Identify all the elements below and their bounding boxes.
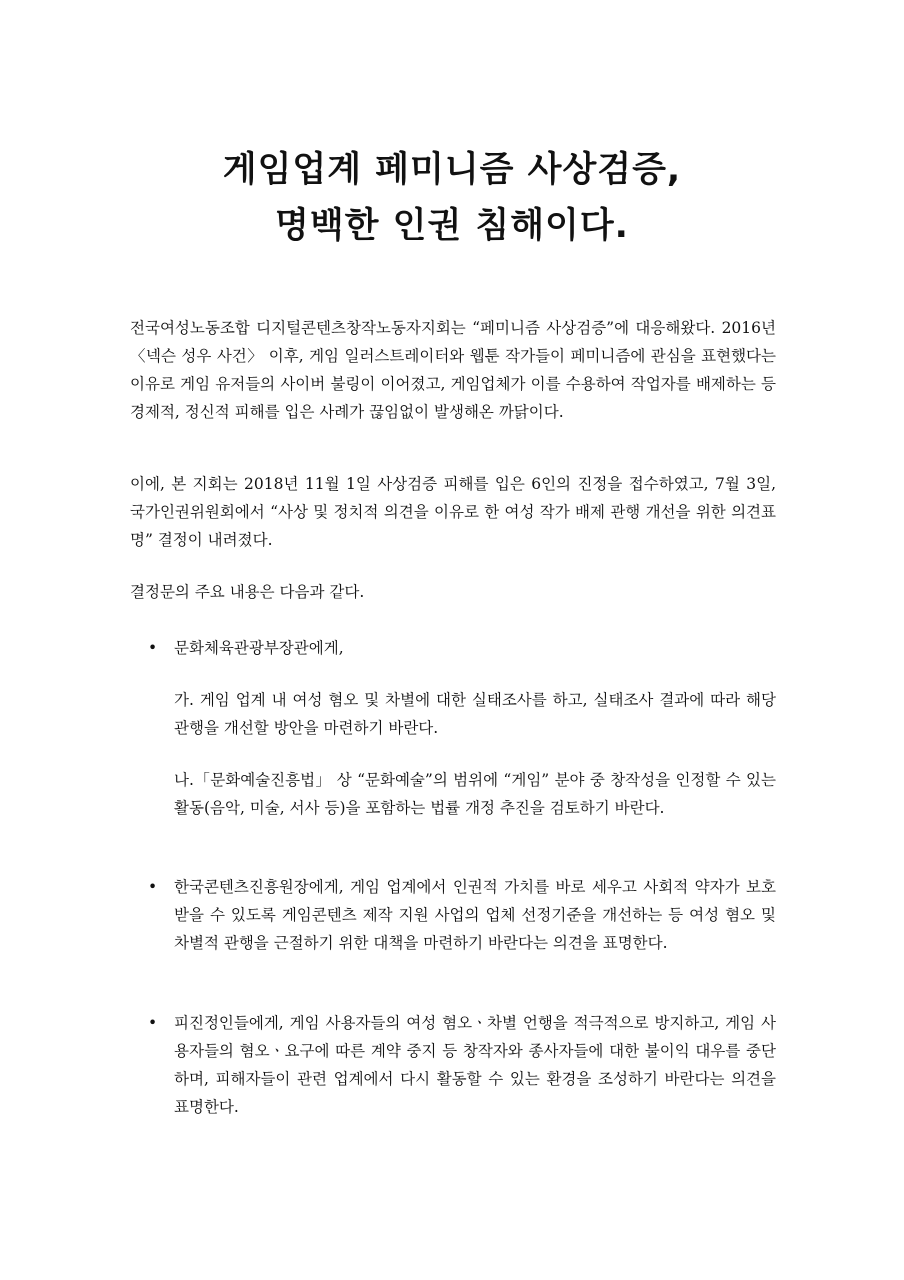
bullet-text: 피진정인들에게, 게임 사용자들의 여성 혐오ㆍ차별 언행을 적극적으로 방지하고, 게임 사용자들의 혐오ㆍ요구에 따른 계약 중지 등 창작자와 종사자들에 대한 불이익 대우를 중단하며, 피해자들이 관련 업계에서 다시 활동할 수 있는 환경을 조성하기 바란다는 의견을 표명한다. [174,1014,776,1116]
bullet-icon: • [148,1014,158,1032]
sub-item-na: 나.「문화예술진흥법」 상 “문화예술”의 범위에 “게임” 분야 중 창작성을 인정할 수 있는 활동(음악, 미술, 서사 등)을 포함하는 법률 개정 추진을 검토하기 바란다. [174,771,776,817]
bullet-item-kocca [148,873,776,957]
title-line-2: 명백한 인권 침해이다. [275,206,629,246]
petition-paragraph: 이에, 본 지회는 2018년 11월 1일 사상검증 피해를 입은 6인의 진정을 접수하였고, 7월 3일, 국가인권위원회에서 “사상 및 정치적 의견을 이유로 한 여성 작가 배제 관행 개선을 위한 의견표명” 결정이 내려졌다. [130,475,776,549]
bullet-icon: • [148,878,158,896]
bullet-text: 문화체육관광부장관에게, [174,639,344,657]
decision-intro-paragraph: 결정문의 주요 내용은 다음과 같다. [130,583,365,601]
bullet-icon: • [148,639,158,657]
bullet-item-respondents [148,1009,776,1121]
bullet-text: 한국콘텐츠진흥원장에게, 게임 업계에서 인권적 가치를 바로 세우고 사회적 약자가 보호받을 수 있도록 게임콘텐츠 제작 지원 사업의 업체 선정기준을 개선하는 등 여성 혐오 및 차별적 관행을 근절하기 위한 대책을 마련하기 바란다는 의견을 표명한다. [174,878,776,952]
title-line-1: 게임업계 페미니즘 사상검증, [222,150,682,190]
intro-paragraph: 전국여성노동조합 디지털콘텐츠창작노동자지회는 “페미니즘 사상검증”에 대응해왔다. 2016년 〈넥슨 성우 사건〉 이후, 게임 일러스트레이터와 웹툰 작가들이 페미니즘에 관심을 표현했다는 이유로 게임 유저들의 사이버 불링이 이어졌고, 게임업체가 이를 수용하여 작업자를 배제하는 등 경제적, 정신적 피해를 입은 사례가 끊임없이 발생해온 까닭이다. [130,319,776,421]
bullet-item-ministry [148,634,776,662]
page-title [0,142,904,254]
sub-item-ga: 가. 게임 업계 내 여성 혐오 및 차별에 대한 실태조사를 하고, 실태조사 결과에 따라 해당 관행을 개선할 방안을 마련하기 바란다. [174,691,776,737]
